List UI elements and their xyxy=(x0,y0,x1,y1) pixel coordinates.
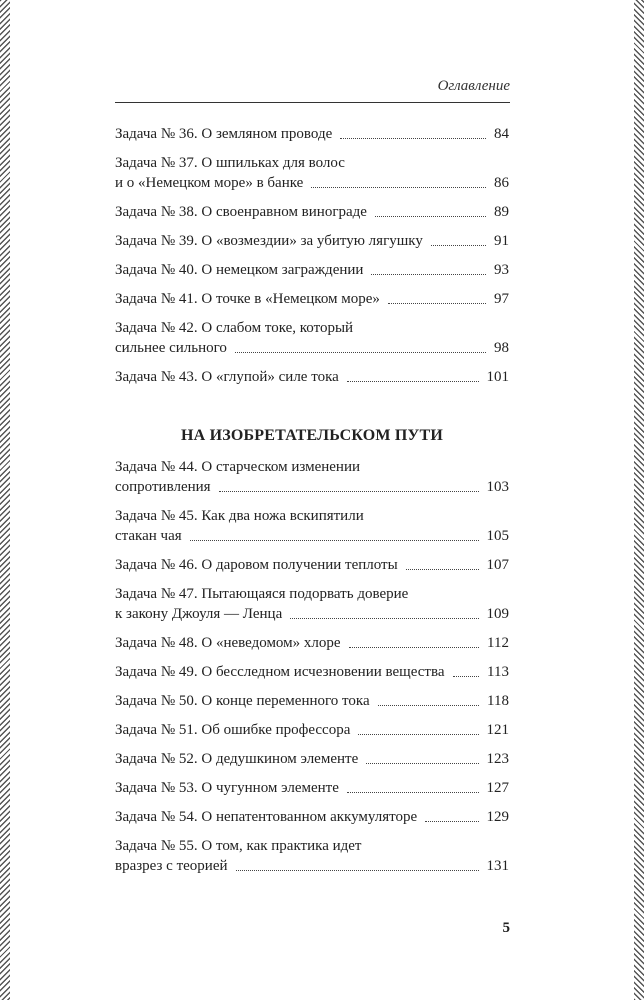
toc-entry-page: 103 xyxy=(486,479,509,495)
right-decorative-border xyxy=(634,0,644,1000)
toc-entry-last-line xyxy=(115,231,509,251)
toc-entry-last-line xyxy=(115,555,509,575)
toc-entry-last-line xyxy=(115,367,509,387)
toc-entry xyxy=(115,153,509,193)
toc-entry xyxy=(115,720,509,740)
toc-entry-last-line xyxy=(115,604,509,624)
toc-entry xyxy=(115,749,509,769)
dot-leader xyxy=(431,245,486,246)
toc-group-2 xyxy=(115,457,509,885)
toc-entry xyxy=(115,555,509,575)
toc-entry xyxy=(115,662,509,682)
dot-leader xyxy=(235,352,486,353)
toc-entry-line: Задача № 55. О том, как практика идет xyxy=(115,838,362,854)
toc-entry-last-line xyxy=(115,173,509,193)
toc-entry-page: 131 xyxy=(486,858,509,874)
toc-entry-title: Задача № 49. О бесследном исчезновении вещества xyxy=(115,664,445,680)
toc-entry xyxy=(115,289,509,309)
running-header xyxy=(115,76,510,103)
dot-leader xyxy=(347,792,479,793)
toc-entry-page: 113 xyxy=(487,664,509,680)
toc-entry-title: к закону Джоуля — Ленца xyxy=(115,606,283,622)
toc-entry-line: Задача № 44. О старческом изменении xyxy=(115,459,361,475)
toc-entry xyxy=(115,506,509,546)
toc-entry-last-line xyxy=(115,260,509,280)
toc-entry-title: Задача № 41. О точке в «Немецком море» xyxy=(115,291,380,307)
toc-entry-title: Задача № 50. О конце переменного тока xyxy=(115,693,370,709)
dot-leader xyxy=(371,274,486,275)
toc-entry-page: 101 xyxy=(486,369,509,385)
toc-entry-title: Задача № 43. О «глупой» силе тока xyxy=(115,369,339,385)
toc-entry-page: 97 xyxy=(494,291,509,307)
dot-leader xyxy=(406,569,479,570)
toc-entry-last-line xyxy=(115,691,509,711)
toc-entry-line: Задача № 42. О слабом токе, который xyxy=(115,320,354,336)
toc-entry xyxy=(115,231,509,251)
toc-entry xyxy=(115,318,509,358)
dot-leader xyxy=(340,138,486,139)
toc-entry xyxy=(115,633,509,653)
toc-entry-last-line xyxy=(115,856,509,876)
dot-leader xyxy=(453,676,480,677)
toc-entry-title: вразрез с теорией xyxy=(115,858,228,874)
toc-entry xyxy=(115,260,509,280)
dot-leader xyxy=(349,647,480,648)
dot-leader xyxy=(358,734,478,735)
toc-entry-title: сильнее сильного xyxy=(115,340,227,356)
dot-leader xyxy=(347,381,479,382)
toc-entry-last-line xyxy=(115,720,509,740)
toc-entry-title: Задача № 40. О немецком заграждении xyxy=(115,262,364,278)
toc-entry-title: Задача № 46. О даровом получении теплоты xyxy=(115,557,398,573)
toc-group-1 xyxy=(115,124,509,396)
toc-entry xyxy=(115,202,509,222)
toc-entry-last-line xyxy=(115,662,509,682)
toc-entry-title: Задача № 52. О дедушкином элементе xyxy=(115,751,359,767)
toc-entry-title: и о «Немецком море» в банке xyxy=(115,175,304,191)
toc-entry-line: Задача № 45. Как два ножа вскипятили xyxy=(115,508,364,524)
toc-entry-line: Задача № 47. Пытающаяся подорвать доверие xyxy=(115,586,409,602)
page-number: 5 xyxy=(502,920,510,936)
dot-leader xyxy=(388,303,486,304)
section-heading: НА ИЗОБРЕТАТЕЛЬСКОМ ПУТИ xyxy=(180,427,444,444)
toc-entry-title: Задача № 48. О «неведомом» хлоре xyxy=(115,635,341,651)
toc-entry xyxy=(115,778,509,798)
dot-leader xyxy=(190,540,479,541)
toc-entry xyxy=(115,457,509,497)
dot-leader xyxy=(236,870,479,871)
toc-entry-line: Задача № 37. О шпильках для волос xyxy=(115,155,345,171)
toc-entry-last-line xyxy=(115,633,509,653)
dot-leader xyxy=(311,187,486,188)
toc-entry-page: 93 xyxy=(494,262,509,278)
toc-entry-last-line xyxy=(115,807,509,827)
toc-entry-last-line xyxy=(115,749,509,769)
toc-entry-last-line xyxy=(115,124,509,144)
toc-entry-page: 98 xyxy=(494,340,509,356)
toc-entry-title: Задача № 39. О «возмездии» за убитую лягушку xyxy=(115,233,423,249)
toc-entry-title: стакан чая xyxy=(115,528,182,544)
dot-leader xyxy=(378,705,479,706)
toc-entry xyxy=(115,367,509,387)
toc-entry xyxy=(115,836,509,876)
toc-entry-title: Задача № 38. О своенравном винограде xyxy=(115,204,367,220)
left-decorative-border xyxy=(0,0,10,1000)
toc-entry-page: 123 xyxy=(486,751,509,767)
toc-entry-last-line xyxy=(115,289,509,309)
toc-entry-title: Задача № 36. О земляном проводе xyxy=(115,126,333,142)
toc-entry-page: 109 xyxy=(486,606,509,622)
toc-entry-page: 112 xyxy=(487,635,509,651)
toc-entry-page: 118 xyxy=(487,693,509,709)
toc-entry xyxy=(115,584,509,624)
toc-entry-page: 91 xyxy=(494,233,509,249)
toc-entry-page: 121 xyxy=(486,722,509,738)
toc-entry xyxy=(115,124,509,144)
toc-entry-last-line xyxy=(115,338,509,358)
dot-leader xyxy=(425,821,478,822)
toc-entry-last-line xyxy=(115,202,509,222)
toc-entry-title: сопротивления xyxy=(115,479,211,495)
toc-entry-page: 84 xyxy=(494,126,509,142)
toc-entry-title: Задача № 54. О непатентованном аккумуляторе xyxy=(115,809,418,825)
dot-leader xyxy=(290,618,478,619)
toc-entry-page: 129 xyxy=(486,809,509,825)
toc-entry-title: Задача № 51. Об ошибке профессора xyxy=(115,722,351,738)
toc-entry-title: Задача № 53. О чугунном элементе xyxy=(115,780,339,796)
toc-entry-page: 107 xyxy=(486,557,509,573)
toc-entry xyxy=(115,691,509,711)
toc-entry-page: 89 xyxy=(494,204,509,220)
toc-entry-last-line xyxy=(115,526,509,546)
dot-leader xyxy=(375,216,486,217)
dot-leader xyxy=(219,491,479,492)
running-header-title: Оглавление xyxy=(437,78,510,94)
toc-entry-page: 86 xyxy=(494,175,509,191)
toc-entry-page: 127 xyxy=(486,780,509,796)
toc-entry-page: 105 xyxy=(486,528,509,544)
toc-entry-last-line xyxy=(115,778,509,798)
dot-leader xyxy=(366,763,478,764)
toc-entry xyxy=(115,807,509,827)
toc-entry-last-line xyxy=(115,477,509,497)
